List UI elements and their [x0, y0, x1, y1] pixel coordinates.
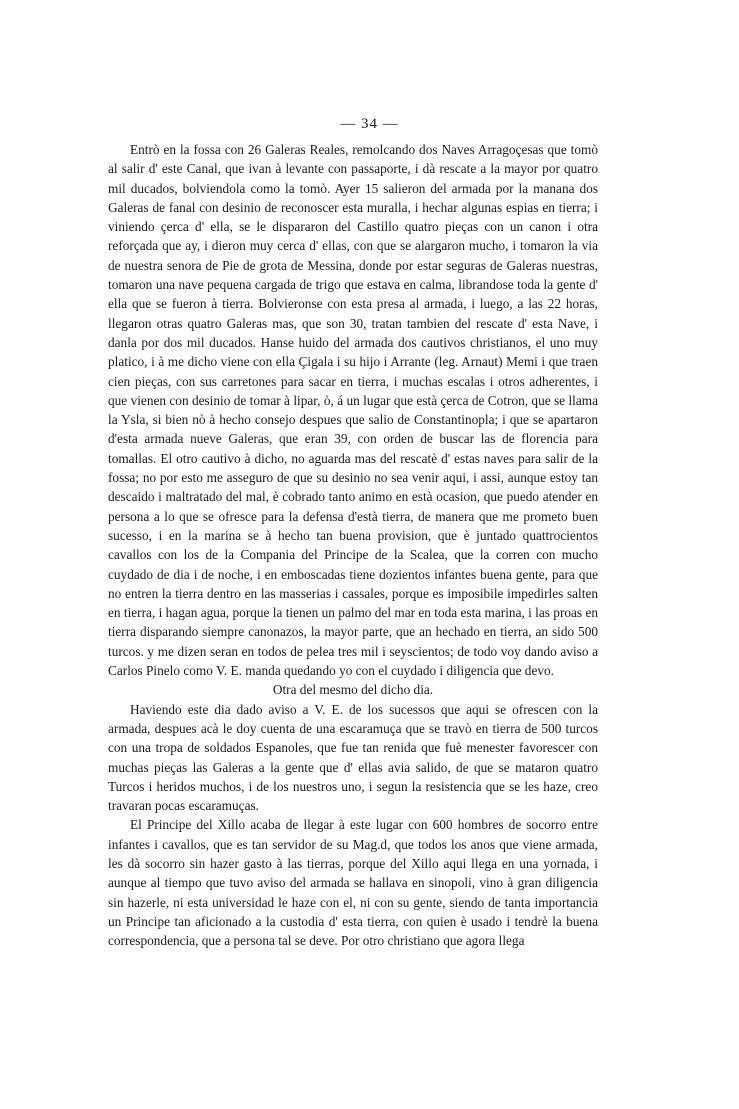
paragraph-3: El Principe del Xillo acaba de llegar à este lugar con 600 hombres de socorro entre infantes i cavallos, que es tan servidor de su Mag.d, que todos los anos que viene armada, les dà socorro sin hazer gasto à las tierras, porque del Xillo aqui llega en una yornada, i aunque al tiempo que tuvo aviso del armada se hallava en sinopoli, vino à gran diligencia sin hazerle, ni esta universidad le haze con el, ni con su gente, siendo de tanta importancia un Principe tan aficionado a la custodia d' esta tierra, con quien è usado i tendrè la buena correspondencia, que a persona tal se deve. Por otro christiano que agora llega	[108, 817, 598, 949]
paragraph-1: Entrò en la fossa con 26 Galeras Reales, remolcando dos Naves Arragoçesas que tomò al salir d' este Canal, que ivan à levante con passaporte, i dà rescate a la mayor por quatro mil ducados, bolviendola como la tomò. Ayer 15 salieron del armada por la manana dos Galeras de fanal con desinio de reconoscer esta muralla, i hechar algunas espias en tierra; i viniendo çerca d' ella, se le dispararon del Castillo quatro pieças con un canon i otra reforçada que ay, i dieron muy cerca d' ellas, con que se alargaron mucho, i tomaron la via de nuestra senora de Pie de grota de Messina, donde por estar seguras de Galeras nuestras, tomaron una nave pequena cargada de trigo que estava en calma, librandose toda la gente d' ella que se fueron à tierra. Bolvieronse con esta presa al armada, i luego, a las 22 horas, llegaron otras quatro Galeras mas, que son 30, tratan tambien del rescate d' esta Nave, i danla por dos mil ducados. Hanse huido del armada dos cautivos christianos, el uno muy platico, i à me dicho viene con ella Çigala i su hijo i Arrante (leg. Arnaut) Memi i que traen cien pieças, con sus carretones para sacar en tierra, i muchas escalas i otros adherentes, i que vienen con desinio de tomar à lipar, ò, á un lugar que està çerca de Cotron, que se llama la Ysla, si bien nò à hecho consejo despues que salio de Constantinopla; i que se apartaron d'esta armada nueve Galeras, que eran 39, con orden de buscar las de florencia para tomallas. El otro cautivo à dicho, no aguarda mas del rescatè d' estas naves para salir de la fossa; no por esto me asseguro de que su desinio no sea venir aqui, i assi, aunque estoy tan descaido i maltratado del mal, è cobrado tanto animo en està ocasion, que puedo atender en persona a lo que se ofresce para la defensa d'està tierra, de manera que me prometo buen sucesso, i en la marina se à hecho tan buena provision, que è juntado quattrocientos cavallos con los de la Compania del Principe de la Scalea, que la corren con mucho cuydado de dia i de noche, i en emboscadas tiene dozientos infantes buena gente, para que no entren la tierra dentro en las masserias i cassales, porque es imposibile impedirles salten en tierra, i hagan agua, porque la tienen un palmo del mar en toda esta marina, i las proas en tierra disparando siempre canonazos, la mayor parte, que an hechado en tierra, an sido 500 turcos. y me dizen seran en todos de pelea tres mil i seyscientos; de todo voy dando aviso a Carlos Pinelo como V. E. manda quedando yo con el cuydado i diligencia que devo.	[108, 142, 598, 679]
page-number: — 34 —	[340, 116, 399, 132]
paragraph-2: Haviendo este dia dado aviso a V. E. de los sucessos que aqui se ofrescen con la armada, despues acà le doy cuenta de una escaramuça que se travò en tierra de 500 turcos con una tropa de soldados Espanoles, que fue tan renida que fuè menester favorescer con muchas pieças las Galeras a la gente que d' ellas avia salido, de que se mataron quatro Turcos i heridos muchos, i de los nuestros uno, i segun la resistencia que se les haze, creo travaran pocas escaramuças.	[108, 701, 598, 814]
letter-body	[108, 140, 598, 950]
letter-subheading: Otra del mesmo del dicho dia.	[272, 682, 434, 698]
